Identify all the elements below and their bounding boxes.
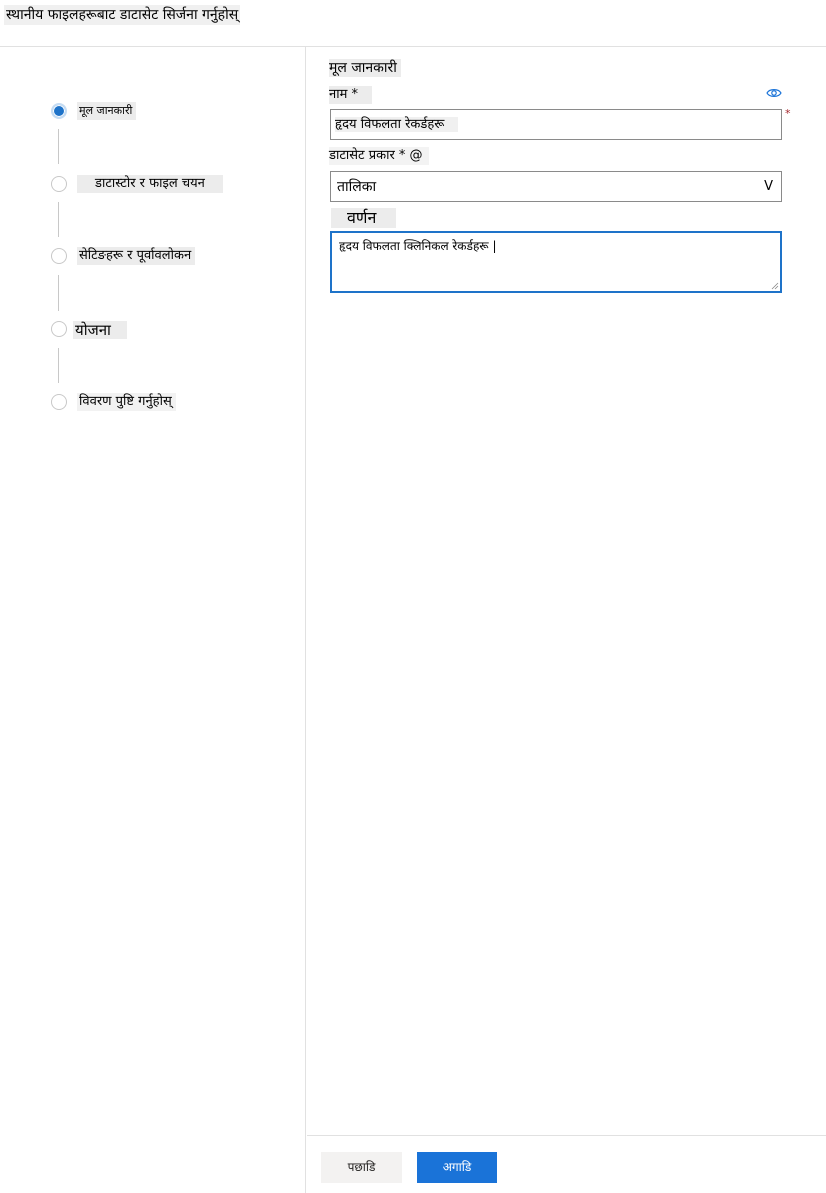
step-active-indicator-icon: [51, 103, 67, 119]
step-connector: [58, 129, 59, 164]
step-connector: [58, 348, 59, 383]
name-label: नाम *: [329, 86, 372, 104]
required-indicator: *: [785, 107, 791, 120]
wizard-footer: [307, 1135, 826, 1193]
step-pending-indicator-icon: [51, 321, 67, 337]
next-button[interactable]: अगाडि: [417, 1152, 497, 1183]
resize-grip-icon[interactable]: [771, 282, 779, 290]
page-title: स्थानीय फाइलहरूबाट डाटासेट सिर्जना गर्नुहोस्: [6, 7, 239, 23]
name-input-value: हृदय विफलता रेकर्डहरू: [335, 117, 458, 132]
wizard-step-label: विवरण पुष्टि गर्नुहोस्: [77, 393, 176, 411]
page-header: [0, 0, 826, 47]
dataset-type-dropdown[interactable]: [330, 171, 782, 202]
dataset-type-label: डाटासेट प्रकार * @: [329, 147, 429, 165]
wizard-step-label: मूल जानकारी: [77, 102, 136, 120]
name-input[interactable]: [330, 109, 782, 140]
wizard-step-label: डाटास्टोर र फाइल चयन: [77, 175, 223, 193]
dataset-type-value: तालिका: [337, 179, 377, 195]
step-connector: [58, 275, 59, 311]
basic-info-form: [307, 47, 826, 1135]
step-pending-indicator-icon: [51, 176, 67, 192]
chevron-down-icon: V: [764, 179, 773, 194]
description-value: हृदय विफलता क्लिनिकल रेकर्डहरू |: [339, 239, 497, 253]
step-pending-indicator-icon: [51, 248, 67, 264]
eye-icon[interactable]: [766, 87, 782, 99]
back-button[interactable]: पछाडि: [321, 1152, 402, 1183]
wizard-steps-panel: [0, 47, 306, 1193]
description-textarea[interactable]: [330, 231, 782, 293]
step-pending-indicator-icon: [51, 394, 67, 410]
step-connector: [58, 202, 59, 237]
wizard-step-label: सेटिङहरू र पूर्वावलोकन: [77, 247, 195, 265]
description-label: वर्णन: [331, 208, 396, 228]
wizard-step-label: योजना: [73, 321, 127, 339]
section-title: मूल जानकारी: [329, 59, 401, 77]
